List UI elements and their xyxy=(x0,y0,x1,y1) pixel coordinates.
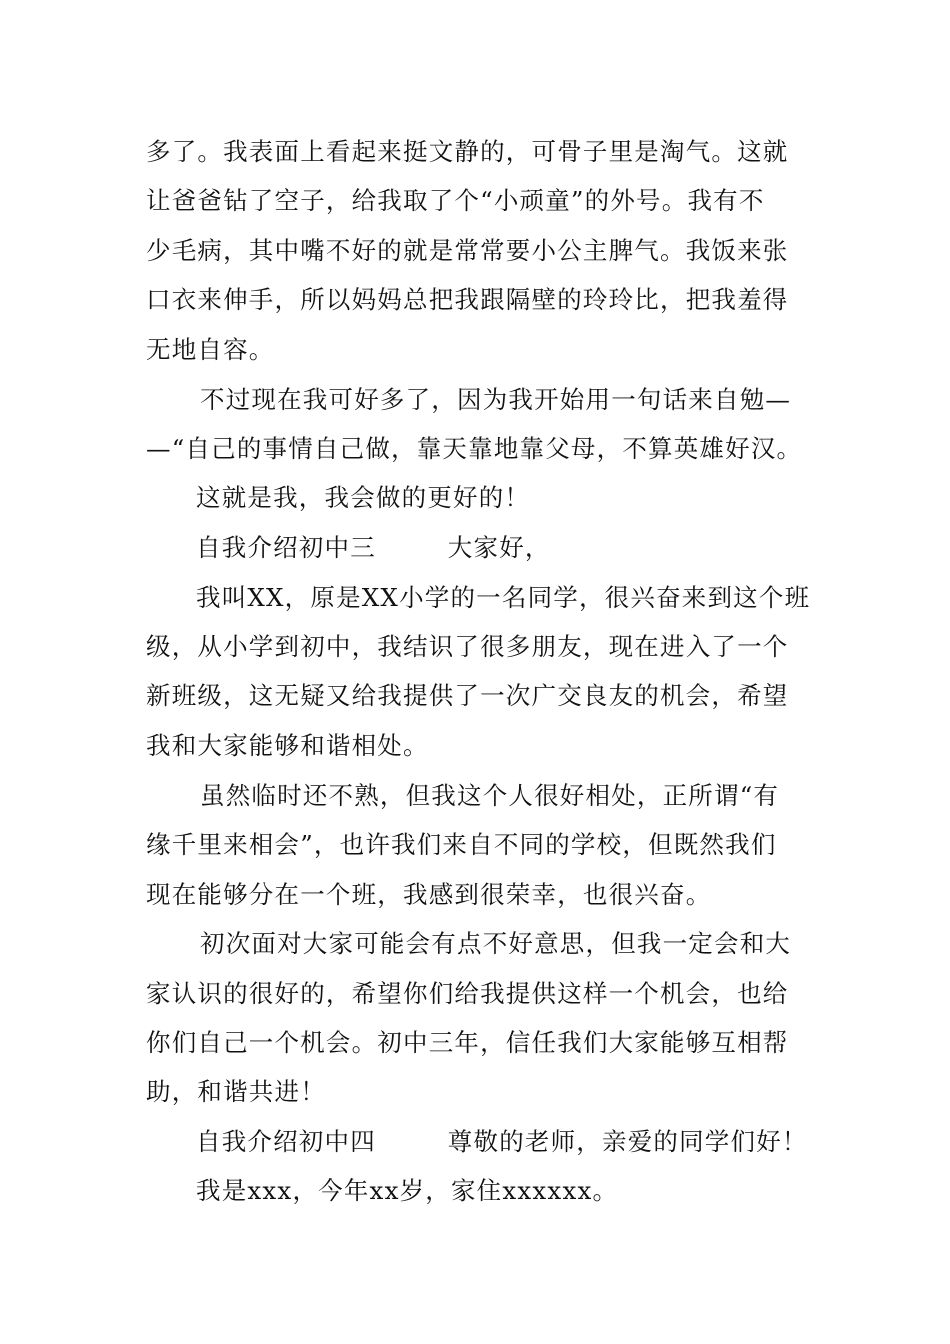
text-line: 虽然临时还不熟，但我这个人很好相处，正所谓“有 xyxy=(200,781,780,810)
text-line: 初次面对大家可能会有点不好意思，但我一定会和大 xyxy=(200,929,792,958)
text-line: 我是xxx，今年xx岁，家住xxxxxx。 xyxy=(196,1176,619,1205)
text-line: 助，和谐共进！ xyxy=(146,1077,326,1106)
text-line: 让爸爸钻了空子，给我取了个“小顽童”的外号。我有不 xyxy=(146,186,765,215)
text-line: 级，从小学到初中，我结识了很多朋友，现在进入了一个 xyxy=(146,632,789,661)
text-line: 新班级，这无疑又给我提供了一次广交良友的机会，希望 xyxy=(146,681,789,710)
text-line: 口衣来伸手，所以妈妈总把我跟隔壁的玲玲比，把我羞得 xyxy=(146,285,789,314)
text-line: 这就是我，我会做的更好的！ xyxy=(196,483,531,512)
section-heading-line: 自我介绍初中三 大家好， xyxy=(196,533,551,562)
text-line: 你们自己一个机会。初中三年，信任我们大家能够互相帮 xyxy=(146,1028,789,1057)
text-line: —“自己的事情自己做，靠天靠地靠父母，不算英雄好汉。 xyxy=(146,434,803,463)
text-line: 多了。我表面上看起来挺文静的，可骨子里是淘气。这就 xyxy=(146,137,789,166)
text-line: 无地自容。 xyxy=(146,335,275,364)
text-line: 缘千里来相会”，也许我们来自不同的学校，但既然我们 xyxy=(146,830,777,859)
section-heading-line: 自我介绍初中四 尊敬的老师，亲爱的同学们好！ xyxy=(196,1127,808,1156)
text-line: 少毛病，其中嘴不好的就是常常要小公主脾气。我饭来张 xyxy=(146,236,789,265)
text-line: 家认识的很好的，希望你们给我提供这样一个机会，也给 xyxy=(146,979,789,1008)
text-line: 现在能够分在一个班，我感到很荣幸，也很兴奋。 xyxy=(146,880,712,909)
text-line: 我和大家能够和谐相处。 xyxy=(146,731,429,760)
text-line: 我叫XX，原是XX小学的一名同学，很兴奋来到这个班 xyxy=(196,583,811,612)
text-line: 不过现在我可好多了，因为我开始用一句话来自勉— xyxy=(200,385,792,414)
